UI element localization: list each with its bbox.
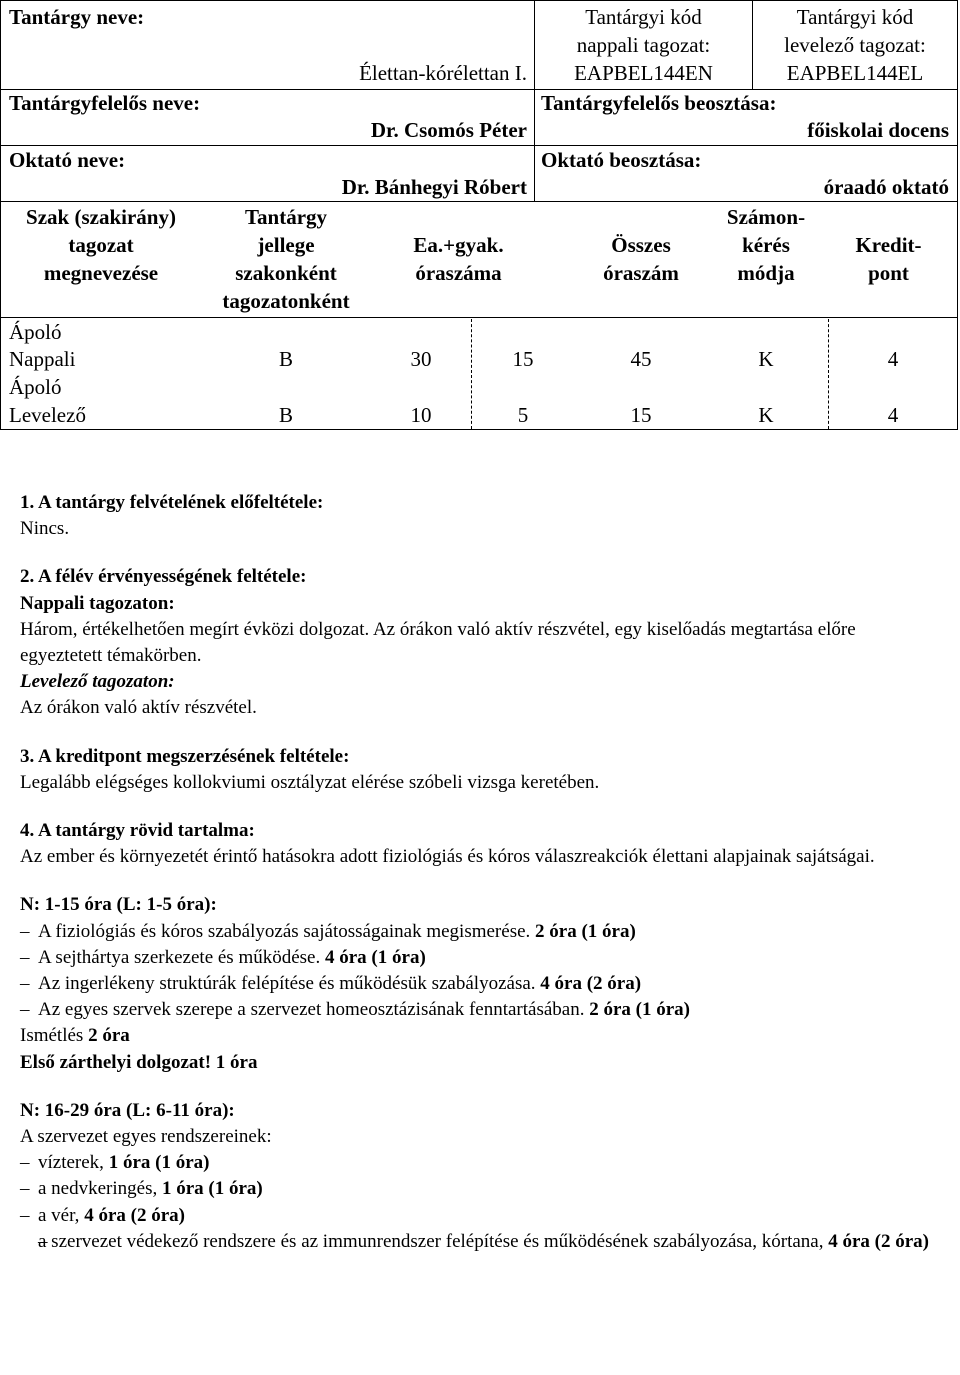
topic-hours: 4 óra (2 óra): [540, 973, 642, 995]
teacher-position: óraadó oktató: [823, 175, 949, 199]
section-text: Az órákon való aktív részvétel.: [20, 697, 257, 719]
col-program-header: Szak (szakirány): [26, 205, 176, 229]
list-item: [20, 1176, 940, 1202]
row-type: B: [278, 403, 293, 427]
responsible-label: Tantárgyfelelős neve:: [9, 91, 201, 115]
topic-hours: 4 óra (2 óra): [828, 1230, 929, 1252]
code-correspondence-label: Tantárgyi kód: [796, 5, 914, 29]
col-credit-header: Kredit-: [855, 233, 922, 257]
test-label: Első zárthelyi dolgozat!: [20, 1051, 212, 1073]
row-total-hours: 45: [630, 347, 652, 371]
test-line: [20, 1050, 940, 1076]
code-correspondence-label: levelező tagozat:: [784, 33, 926, 57]
row-program-mode: Levelező: [9, 403, 86, 427]
list-item: [20, 1229, 940, 1255]
topic-hours: 4 óra (2 óra): [84, 1204, 185, 1226]
topic-text: a vér,: [38, 1204, 80, 1226]
topic-text: a nedvkeringés,: [38, 1178, 158, 1200]
list-item: [20, 997, 940, 1023]
test-hours: 1 óra: [215, 1051, 258, 1073]
col-type-header: szakonként: [235, 261, 337, 285]
section-text: Az ember és környezetét érintő hatásokra adott fiziológiás és kóros válaszreakciók élettani alapjainak sajátságai.: [20, 846, 875, 868]
responsible-name: Dr. Csomós Péter: [370, 118, 527, 142]
code-day-label: nappali tagozat:: [576, 33, 711, 57]
code-day-label: Tantárgyi kód: [585, 5, 702, 29]
subsection-label: Nappali tagozaton:: [20, 592, 175, 614]
row-exam-type: K: [758, 347, 774, 371]
course-header-table: [0, 0, 958, 430]
row-exam-type: K: [758, 403, 774, 427]
row-practice-hours: 5: [517, 403, 529, 427]
col-total-header: Összes: [611, 233, 671, 257]
list-item: [20, 919, 940, 945]
topic-hours: 2 óra (1 óra): [535, 920, 636, 942]
col-credit-header: pont: [868, 261, 909, 285]
col-program-header: tagozat: [68, 233, 134, 257]
row-divider: [1, 317, 957, 318]
col-type-header: jellege: [257, 233, 315, 257]
row-program-mode: Nappali: [9, 347, 76, 371]
row-practice-hours: 15: [512, 347, 534, 371]
list-item: [20, 945, 940, 971]
section-text: Három, értékelhetően megírt évközi dolgozat. Az órákon való aktív részvétel, egy kiselőadás megtartása előre egyeztetett témakörben.: [20, 618, 856, 667]
topic-text: vízterek,: [38, 1152, 104, 1174]
review-line: [20, 1023, 940, 1049]
topic-hours: 1 óra (1 óra): [108, 1152, 210, 1174]
row-program: Ápoló: [9, 375, 62, 399]
list-item: [20, 971, 940, 997]
code-day: EAPBEL144EN: [574, 61, 713, 85]
col-total-header: óraszám: [603, 261, 679, 285]
row-divider: [1, 201, 957, 202]
topic-hours: 2 óra (1 óra): [589, 999, 691, 1021]
list-item: [20, 1203, 940, 1229]
code-correspondence: EAPBEL144EL: [786, 61, 924, 85]
row-credit: 4: [887, 403, 899, 427]
section-title: 4. A tantárgy rövid tartalma:: [20, 820, 255, 842]
row-type: B: [278, 347, 293, 371]
topic-text: A sejthártya szerkezete és működése.: [38, 946, 321, 968]
section-text: Nincs.: [20, 518, 70, 540]
topic-text: Az egyes szervek szerepe a szervezet homeosztázisának fenntartásában.: [38, 999, 585, 1021]
block-intro: A szervezet egyes rendszereinek:: [20, 1126, 272, 1148]
column-divider: [534, 1, 535, 201]
teacher-name: Dr. Bánhegyi Róbert: [341, 175, 527, 199]
section-title: 2. A félév érvényességének feltétele:: [20, 566, 307, 588]
section-text: Legalább elégséges kollokviumi osztályzat elérése szóbeli vizsga keretében.: [20, 771, 600, 793]
block-title: N: 16-29 óra (L: 6-11 óra):: [20, 1099, 235, 1121]
topic-hours: 4 óra (1 óra): [325, 946, 426, 968]
subsection-label: Levelező tagozaton:: [20, 671, 175, 693]
dashed-divider: [828, 319, 829, 429]
col-type-header: Tantárgy: [244, 205, 328, 229]
col-hours-header: óraszáma: [415, 261, 502, 285]
row-total-hours: 15: [630, 403, 652, 427]
row-credit: 4: [887, 347, 899, 371]
col-type-header: tagozatonként: [222, 289, 350, 313]
topic-text: Az ingerlékeny struktúrák felépítése és működésük szabályozása.: [38, 973, 536, 995]
topic-text: a szervezet védekező rendszere és az immunrendszer felépítése és működésének szabályozása, kórtana,: [38, 1230, 824, 1252]
section-title: 3. A kreditpont megszerzésének feltétele:: [20, 745, 350, 767]
row-lecture-hours: 10: [410, 403, 432, 427]
col-hours-header: Ea.+gyak.: [413, 233, 504, 257]
col-exam-header: módja: [737, 261, 795, 285]
section-title: 1. A tantárgy felvételének előfeltétele:: [20, 492, 324, 513]
row-divider: [1, 145, 957, 146]
block-title: N: 1-15 óra (L: 1-5 óra):: [20, 894, 217, 916]
list-item: [20, 1150, 940, 1176]
row-divider: [1, 89, 957, 90]
subject-name: Élettan-kórélettan I.: [359, 61, 527, 85]
teacher-position-label: Oktató beosztása:: [541, 148, 702, 172]
row-lecture-hours: 30: [410, 347, 432, 371]
topic-text: A fiziológiás és kóros szabályozás sajátosságainak megismerése.: [38, 920, 531, 942]
course-description: [20, 490, 940, 1255]
topic-hours: 1 óra (1 óra): [161, 1178, 263, 1200]
teacher-label: Oktató neve:: [9, 148, 126, 172]
review-hours: 2 óra: [88, 1025, 130, 1047]
col-exam-header: kérés: [742, 233, 790, 257]
subject-name-label: Tantárgy neve:: [9, 5, 145, 29]
review-label: Ismétlés: [20, 1025, 84, 1047]
dashed-divider: [471, 319, 472, 429]
col-exam-header: Számon-: [726, 205, 806, 229]
col-program-header: megnevezése: [43, 261, 159, 285]
responsible-position-label: Tantárgyfelelős beosztása:: [541, 91, 777, 115]
row-program: Ápoló: [9, 320, 62, 344]
responsible-position: főiskolai docens: [807, 118, 949, 142]
